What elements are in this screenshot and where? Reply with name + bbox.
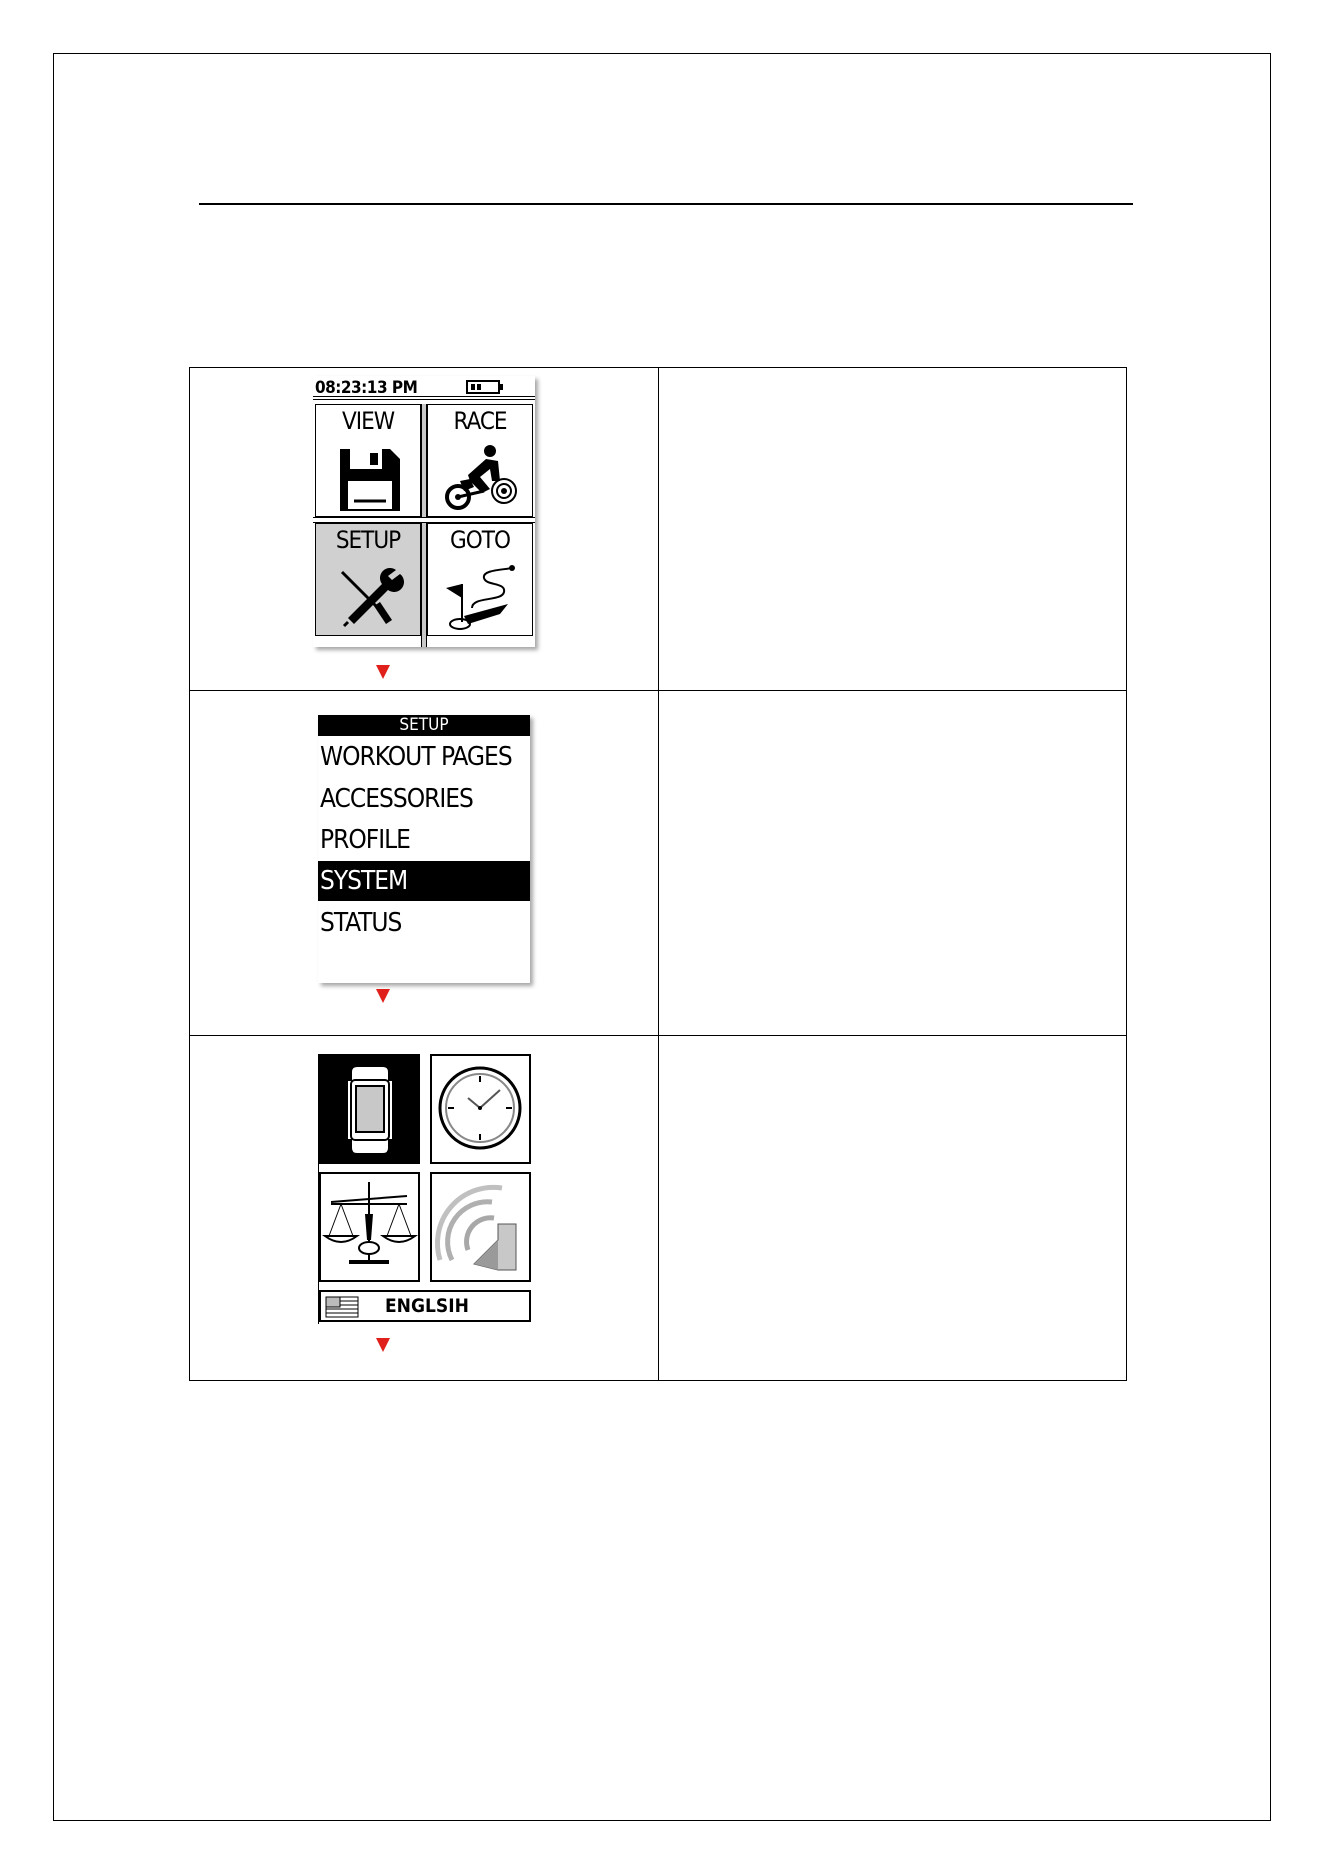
setup-menu-screen <box>318 715 530 983</box>
step-2-text-cell <box>659 691 1127 1036</box>
step-3-image-cell <box>190 1036 659 1381</box>
language-label: ENGLSIH <box>385 1295 469 1317</box>
clock-icon <box>432 1056 529 1162</box>
menu-item-system[interactable]: SYSTEM <box>318 861 530 901</box>
weight-setting-tile[interactable] <box>319 1172 420 1282</box>
setup-tile[interactable] <box>315 523 421 636</box>
tools-icon <box>334 564 404 634</box>
goto-tile[interactable] <box>427 523 533 636</box>
menu-item-profile[interactable]: PROFILE <box>320 825 410 855</box>
menu-item-accessories[interactable]: ACCESSORIES <box>320 784 473 814</box>
next-step-arrow-1 <box>376 665 390 679</box>
route-flag-icon <box>442 564 518 634</box>
setup-menu-title: SETUP <box>318 715 530 736</box>
view-label: VIEW <box>341 407 395 435</box>
next-step-arrow-3 <box>376 1338 390 1352</box>
battery-icon <box>466 379 506 399</box>
status-bar <box>313 376 535 400</box>
step-2-image-cell <box>190 691 659 1036</box>
step-1-image-cell <box>190 368 659 691</box>
step-3-text-cell <box>659 1036 1127 1381</box>
header-rule <box>199 203 1133 205</box>
floppy-disk-icon <box>334 445 404 515</box>
next-step-arrow-2 <box>376 989 390 1003</box>
step-1-text-cell <box>659 368 1127 691</box>
sound-setting-tile[interactable] <box>430 1172 531 1282</box>
language-selector[interactable] <box>319 1290 531 1322</box>
race-label: RACE <box>453 407 507 435</box>
steps-table <box>189 367 1127 1381</box>
view-tile[interactable] <box>315 404 421 517</box>
main-menu-screen <box>313 376 535 647</box>
menu-item-status[interactable]: STATUS <box>320 908 402 938</box>
setup-label: SETUP <box>335 526 401 554</box>
system-menu-screen <box>318 1054 531 1324</box>
display-setting-tile[interactable] <box>319 1054 420 1164</box>
time-display: 08:23:13 PM <box>315 378 418 398</box>
display-icon <box>321 1056 418 1162</box>
flag-icon <box>325 1296 359 1322</box>
scale-icon <box>321 1174 418 1280</box>
goto-label: GOTO <box>450 526 510 554</box>
menu-item-workout-pages[interactable]: WORKOUT PAGES <box>320 742 512 772</box>
cyclist-icon <box>440 441 520 513</box>
clock-setting-tile[interactable] <box>430 1054 531 1164</box>
sound-icon <box>432 1174 529 1280</box>
race-tile[interactable] <box>427 404 533 517</box>
